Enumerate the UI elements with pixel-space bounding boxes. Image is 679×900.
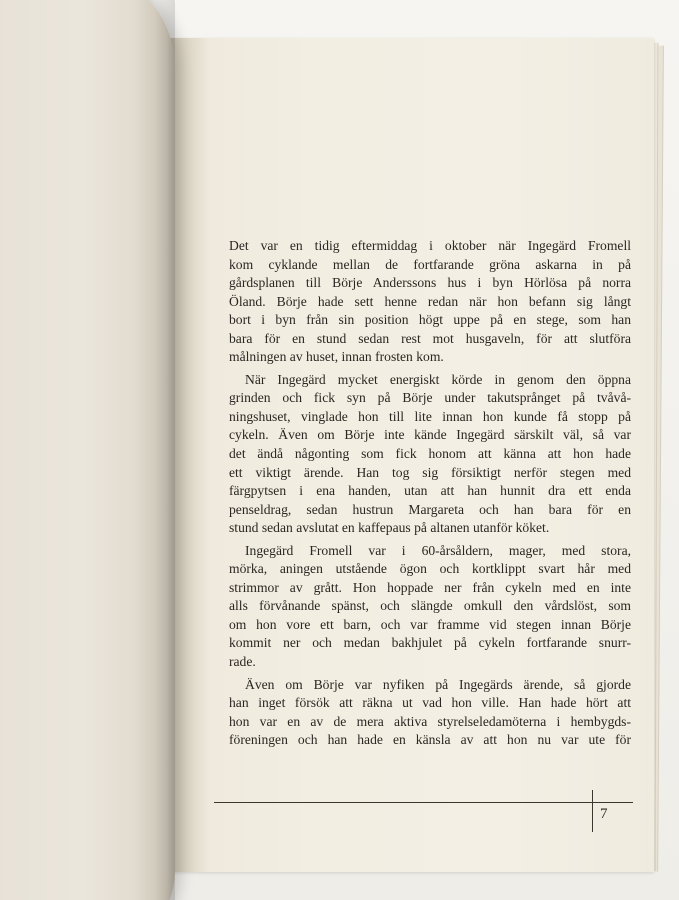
text-line: alls förvånande spänst, och slängde omkull den vårdslöst, som <box>229 598 631 614</box>
text-line: det ändå någonting som fick honom att känna att hon hade <box>229 446 631 462</box>
footer-rule <box>214 802 633 803</box>
text-line: strimmor av grått. Hon hoppade ner från cykeln med en inte <box>229 579 631 595</box>
gutter-shadow <box>170 38 210 872</box>
text-line: Även om Börje var nyfiken på Ingegärds ärende, så gjorde <box>245 676 631 692</box>
text-line: Öland. Börje hade sett henne redan när hon befann sig långt <box>229 293 631 309</box>
text-line: kommit ner och medan bakhjulet på cykeln fortfarande snurr- <box>229 635 631 651</box>
text-line: mörka, aningen utstående ögon och kortklippt svart hår med <box>229 561 631 577</box>
text-line: han inget försök att räkna ut vad hon ville. Han hade hört att <box>229 695 631 711</box>
body-text <box>229 237 631 750</box>
footer-divider <box>592 790 593 832</box>
text-line: Det var en tidig eftermiddag i oktober när Ingegärd Fromell <box>229 238 631 253</box>
text-line: ningshuset, vinglade hon till lite innan hon kunde få stopp på <box>229 408 631 424</box>
text-line: föreningen och han hade en känsla av att hon nu var ute för <box>229 732 631 748</box>
text-line: Ingegärd Fromell var i 60-årsåldern, mager, med stora, <box>245 542 631 558</box>
text-line: cykeln. Även om Börje inte kände Ingegärd särskilt väl, så var <box>229 427 631 443</box>
text-line: färgpytsen i ena handen, utan att han hunnit dra ett enda <box>229 483 631 499</box>
text-line: grinden och fick syn på Börje under takutsprånget på tvåvå- <box>229 390 631 406</box>
text-line: hon var en av de mera aktiva styrelseledamöterna i hembygds- <box>229 713 631 729</box>
text-line: stund sedan avslutat en kaffepaus på altanen utanför köket. <box>229 520 550 536</box>
text-line: penseldrag, sedan hustrun Margareta och han bara för en <box>229 501 631 517</box>
text-line: målningen av huset, innan frosten kom. <box>229 349 444 365</box>
book-page <box>170 38 654 872</box>
text-line: om hon vore ett barn, och var framme vid stegen innan Börje <box>229 616 631 632</box>
text-line: När Ingegärd mycket energiskt körde in genom den öppna <box>245 371 631 387</box>
text-line: gårdsplanen till Börje Anderssons hus i byn Hörlösa på norra <box>229 275 631 291</box>
page-number: 7 <box>600 806 608 822</box>
text-line: bara för en stund sedan rest mot husgaveln, för att slutföra <box>229 330 631 346</box>
text-line: bort i byn från sin position högt uppe på en stege, som han <box>229 312 631 328</box>
text-line: rade. <box>229 654 256 670</box>
text-line: ett viktigt ärende. Han tog sig försiktigt nerför stegen med <box>229 464 631 480</box>
text-line: kom cyklande mellan de fortfarande gröna askarna in på <box>229 256 631 272</box>
facing-page-curl <box>0 0 175 900</box>
